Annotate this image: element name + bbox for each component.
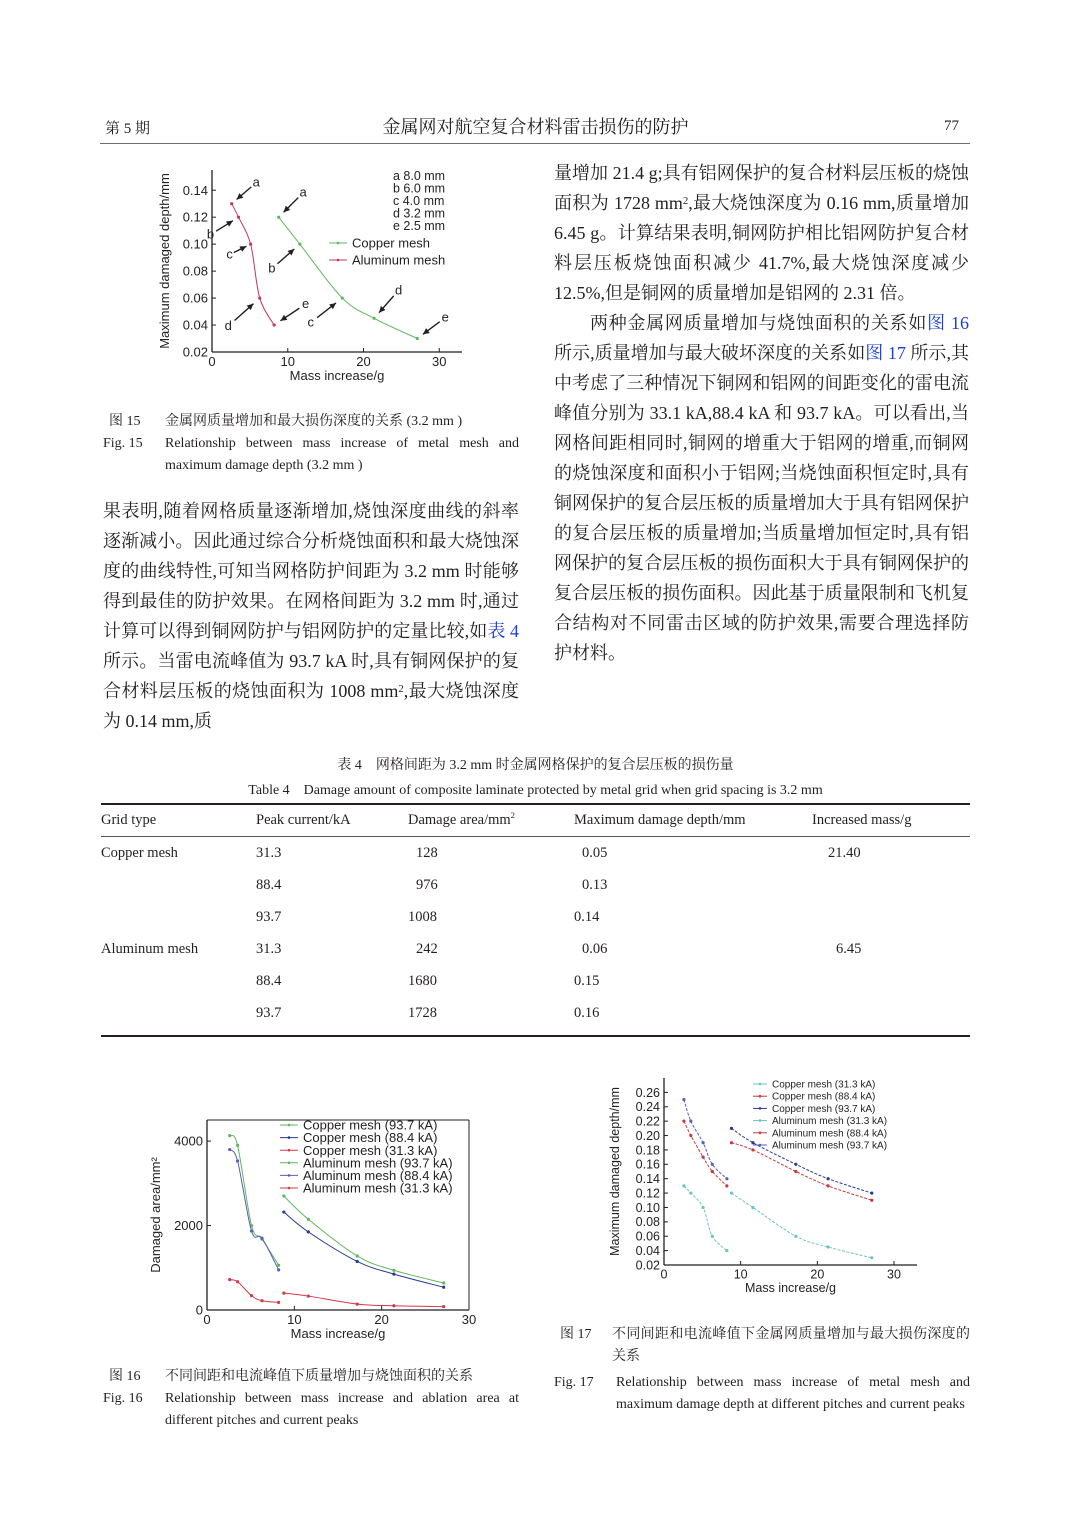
table-cell: 242 bbox=[416, 940, 438, 957]
data-point bbox=[236, 1144, 239, 1147]
x-tick-label: 0 bbox=[208, 354, 216, 369]
legend-marker bbox=[288, 1174, 291, 1177]
data-point bbox=[711, 1163, 714, 1166]
data-point bbox=[249, 243, 252, 246]
column-header: Maximum damage depth/mm bbox=[574, 812, 746, 828]
table-rule bbox=[101, 1035, 970, 1037]
data-point bbox=[725, 1249, 728, 1252]
data-point bbox=[230, 202, 233, 205]
series-line bbox=[731, 1193, 871, 1258]
body-text: 量增加 21.4 g;具有铝网保护的复合材料层压板的烧蚀面积为 1728 mm bbox=[554, 163, 969, 213]
table-cell: 0.06 bbox=[582, 940, 608, 957]
data-point bbox=[730, 1141, 733, 1144]
y-tick-label: 0.26 bbox=[635, 1085, 660, 1100]
legend-marker bbox=[337, 242, 340, 245]
legend-label: Copper mesh (88.4 kA) bbox=[303, 1130, 438, 1146]
table-header-row bbox=[101, 805, 970, 836]
data-point bbox=[702, 1206, 705, 1209]
y-axis-label: Maximum damaged depth/mm bbox=[608, 1087, 622, 1256]
series-line bbox=[230, 1135, 279, 1265]
table-cell: 6.45 bbox=[836, 940, 862, 957]
data-point bbox=[228, 1148, 231, 1151]
table-row bbox=[101, 933, 970, 965]
y-tick-label: 0.02 bbox=[635, 1258, 660, 1273]
table-cell: 1680 bbox=[408, 972, 437, 989]
data-point bbox=[682, 1098, 685, 1101]
annotation-arrowhead bbox=[423, 328, 430, 334]
column-header: Increased mass/g bbox=[812, 812, 912, 828]
series-line bbox=[284, 1196, 444, 1283]
legend-marker bbox=[759, 1119, 762, 1122]
legend-marker bbox=[288, 1136, 291, 1139]
caption-label: Fig. 17 bbox=[554, 1375, 594, 1390]
legend-marker bbox=[288, 1162, 291, 1165]
figure-15-caption bbox=[103, 411, 519, 477]
y-tick-label: 0.16 bbox=[635, 1157, 660, 1172]
data-point bbox=[356, 1260, 359, 1263]
data-point bbox=[826, 1177, 829, 1180]
annotation-label: b bbox=[206, 226, 215, 242]
data-point bbox=[228, 1278, 231, 1281]
table-4 bbox=[101, 803, 970, 1037]
x-tick-label: 30 bbox=[887, 1267, 901, 1282]
legend-label: Aluminum mesh (31.3 kA) bbox=[303, 1180, 453, 1196]
body-text: ,最大烧蚀深度为 0.16 mm,质量增加 6.45 g。计算结果表明,铜网防护相比铝网防护复合材料层压板烧蚀面积减少 41.7%,最大烧蚀深度减少 12.5%,但是铜网的质量增加是铝网的 2.31 倍。 bbox=[554, 193, 969, 303]
spacing-legend-label: e 2.5 mm bbox=[393, 219, 446, 233]
y-tick-label: 0.06 bbox=[182, 290, 208, 306]
table-cell: 31.3 bbox=[256, 844, 282, 861]
table-cell: 21.40 bbox=[828, 844, 861, 861]
data-point bbox=[392, 1304, 395, 1307]
y-tick-label: 0 bbox=[195, 1302, 203, 1318]
data-point bbox=[277, 1264, 280, 1267]
table-4-link[interactable]: 表 4 bbox=[487, 621, 520, 641]
figure-16-caption bbox=[103, 1366, 519, 1432]
superscript: 2 bbox=[682, 195, 689, 207]
data-point bbox=[356, 1302, 359, 1305]
caption-label: Fig. 16 bbox=[103, 1391, 143, 1406]
y-tick-label: 0.10 bbox=[182, 236, 208, 252]
spacing-legend-label: d 3.2 mm bbox=[393, 206, 446, 221]
body-text: 果表明,随着网格质量逐渐增加,烧蚀深度曲线的斜率逐渐减小。因此通过综合分析烧蚀面积和最大烧蚀深度的曲线特性,可知当网格防护间距为 3.2 mm 时能够得到最佳的防护效果。在网格间距为 3.2 mm 时,通过计算可以得到铜网防护与铝网防护的定量比较,如 bbox=[103, 501, 519, 641]
x-tick-label: 10 bbox=[280, 354, 295, 369]
table-row bbox=[101, 965, 970, 997]
table-row bbox=[101, 997, 970, 1029]
legend-label: Aluminum mesh (88.4 kA) bbox=[772, 1128, 888, 1140]
data-point bbox=[702, 1141, 705, 1144]
x-tick-label: 10 bbox=[287, 1312, 302, 1327]
caption-text-cn: 不同间距和电流峰值下质量增加与烧蚀面积的关系 bbox=[165, 1369, 473, 1384]
header-rule bbox=[100, 143, 970, 144]
body-text: 所示,质量增加与最大破坏深度的关系如 bbox=[554, 343, 866, 363]
data-point bbox=[373, 317, 376, 320]
data-point bbox=[307, 1294, 310, 1297]
data-point bbox=[794, 1163, 797, 1166]
table-cell: 0.15 bbox=[574, 972, 600, 989]
table-cell: Aluminum mesh bbox=[101, 940, 199, 957]
journal-issue: 第 5 期 bbox=[105, 121, 151, 137]
legend-label: Copper mesh bbox=[352, 235, 431, 251]
data-point bbox=[730, 1127, 733, 1130]
table-cell: 88.4 bbox=[256, 876, 282, 893]
y-tick-label: 0.24 bbox=[635, 1100, 660, 1115]
y-tick-label: 0.22 bbox=[635, 1114, 660, 1129]
annotation-label: e bbox=[302, 296, 310, 312]
series-line bbox=[684, 1100, 727, 1179]
y-tick-label: 2000 bbox=[174, 1218, 203, 1234]
data-point bbox=[870, 1256, 873, 1259]
data-point bbox=[392, 1273, 395, 1276]
legend-label: Aluminum mesh (88.4 kA) bbox=[303, 1167, 453, 1183]
data-point bbox=[725, 1184, 728, 1187]
y-tick-label: 0.02 bbox=[182, 344, 208, 360]
caption-text-en: Relationship between mass increase of metal mesh and maximum damage depth (3.2 mm ) bbox=[165, 436, 519, 473]
data-point bbox=[282, 1194, 285, 1197]
caption-label: Fig. 15 bbox=[103, 436, 143, 451]
series-line bbox=[684, 1121, 727, 1186]
series-line bbox=[684, 1186, 727, 1251]
y-axis-label: Damaged area/mm² bbox=[148, 1157, 163, 1273]
table-cell: 93.7 bbox=[256, 908, 282, 925]
caption-text-en: Relationship between mass increase of metal mesh and maximum damage depth at different pitches and current peaks bbox=[616, 1375, 970, 1412]
legend-label: Aluminum mesh (31.3 kA) bbox=[772, 1116, 888, 1128]
data-point bbox=[730, 1191, 733, 1194]
y-tick-label: 0.18 bbox=[635, 1143, 660, 1158]
data-point bbox=[307, 1218, 310, 1221]
annotation-label: d bbox=[395, 282, 403, 298]
page-number: 77 bbox=[944, 118, 959, 134]
data-point bbox=[273, 323, 276, 326]
figure-17-caption bbox=[554, 1324, 970, 1416]
spacing-legend-label: a 8.0 mm bbox=[393, 169, 446, 183]
table-cell: 0.13 bbox=[582, 876, 608, 893]
data-point bbox=[228, 1134, 231, 1137]
spacing-legend-label: c 4.0 mm bbox=[393, 194, 445, 208]
annotation-label: a bbox=[299, 184, 307, 200]
data-point bbox=[416, 337, 419, 340]
series-line bbox=[284, 1212, 444, 1287]
y-tick-label: 0.08 bbox=[182, 263, 208, 279]
table-cell: Copper mesh bbox=[101, 844, 178, 861]
data-point bbox=[341, 296, 344, 299]
y-tick-label: 0.08 bbox=[635, 1215, 660, 1230]
table-cell: 93.7 bbox=[256, 1004, 282, 1021]
table-cell: 1728 bbox=[408, 1004, 437, 1021]
y-tick-label: 0.12 bbox=[182, 209, 208, 225]
data-point bbox=[260, 1237, 263, 1240]
running-title: 金属网对航空复合材料雷击损伤的防护 bbox=[382, 117, 689, 137]
data-point bbox=[282, 1210, 285, 1213]
figure-17-link[interactable]: 图 17 bbox=[865, 343, 906, 363]
data-point bbox=[236, 1280, 239, 1283]
body-text: ,最大烧蚀深度为 0.14 mm,质 bbox=[103, 681, 519, 731]
data-point bbox=[250, 1294, 253, 1297]
annotation-arrowhead bbox=[280, 315, 287, 321]
x-axis-label: Mass increase/g bbox=[290, 1326, 386, 1341]
table-cell: 128 bbox=[416, 844, 438, 861]
legend-marker bbox=[759, 1107, 762, 1110]
table-row bbox=[101, 869, 970, 901]
data-point bbox=[682, 1184, 685, 1187]
legend-marker bbox=[759, 1132, 762, 1135]
body-text: 所示,其中考虑了三种情况下铜网和铝网的间距变化的雷电流峰值分别为 33.1 kA,88.4 kA 和 93.7 kA。可以看出,当网格间距相同时,铜网的增重大于铝网的增重,而铜网的烧蚀深度和面积小于铝网;当烧蚀面积恒定时,具有铜网保护的复合层压板的质量增加大于具有铝网保护的复合层压板的质量增加;当质量增加恒定时,具有铝网保护的复合层压板的损伤面积大于具有铜网保护的复合层压板的损伤面积。因此基于质量限制和飞机复合结构对不同雷击区域的防护效果,需要合理选择防护材料。 bbox=[554, 343, 970, 663]
data-point bbox=[826, 1245, 829, 1248]
table-row bbox=[101, 837, 970, 869]
x-tick-label: 20 bbox=[356, 354, 371, 369]
left-column-body bbox=[103, 496, 519, 736]
data-point bbox=[277, 1268, 280, 1271]
y-tick-label: 0.06 bbox=[635, 1229, 660, 1244]
table-cell: 976 bbox=[416, 876, 438, 893]
data-point bbox=[277, 216, 280, 219]
data-point bbox=[442, 1281, 445, 1284]
data-point bbox=[794, 1170, 797, 1173]
table-cell: 0.16 bbox=[574, 1004, 600, 1021]
data-point bbox=[356, 1254, 359, 1257]
x-tick-label: 20 bbox=[374, 1312, 389, 1327]
legend-marker bbox=[759, 1095, 762, 1098]
y-tick-label: 0.20 bbox=[635, 1128, 660, 1143]
figure-16-chart bbox=[140, 1112, 490, 1352]
data-point bbox=[250, 1229, 253, 1232]
column-header: Grid type bbox=[101, 812, 157, 828]
data-point bbox=[260, 1299, 263, 1302]
x-tick-label: 20 bbox=[810, 1267, 825, 1282]
x-tick-label: 10 bbox=[733, 1267, 748, 1282]
data-point bbox=[682, 1120, 685, 1123]
annotation-label: c bbox=[226, 246, 233, 262]
data-point bbox=[282, 1292, 285, 1295]
x-axis-label: Mass increase/g bbox=[744, 1281, 837, 1295]
x-tick-label: 30 bbox=[461, 1312, 477, 1327]
caption-label: 图 17 bbox=[560, 1327, 592, 1342]
caption-label: 图 15 bbox=[109, 414, 141, 429]
table-cell: 1008 bbox=[408, 908, 437, 925]
body-text: 所示。当雷电流峰值为 93.7 kA 时,具有铜网保护的复合材料层压板的烧蚀面积为 1008 mm bbox=[103, 651, 519, 701]
data-point bbox=[392, 1269, 395, 1272]
data-point bbox=[702, 1156, 705, 1159]
table-4-caption-en: Table 4 Damage amount of composite laminate protected by metal grid when grid spacing is 3.2 mm bbox=[248, 783, 823, 798]
annotation-label: a bbox=[252, 174, 260, 190]
caption-text-cn: 不同间距和电流峰值下金属网质量增加与最大损伤深度的关系 bbox=[612, 1327, 970, 1364]
caption-text-cn: 金属网质量增加和最大损伤深度的关系 (3.2 mm ) bbox=[165, 414, 463, 429]
data-point bbox=[870, 1191, 873, 1194]
table-row bbox=[101, 901, 970, 933]
caption-text-en: Relationship between mass increase and ablation area at different pitches and current peaks bbox=[165, 1391, 519, 1428]
annotation-label: d bbox=[224, 318, 232, 334]
figure-15-chart bbox=[155, 158, 465, 394]
table-cell: 0.14 bbox=[574, 908, 600, 925]
y-tick-label: 0.14 bbox=[635, 1172, 660, 1187]
data-point bbox=[711, 1235, 714, 1238]
y-tick-label: 0.14 bbox=[182, 182, 208, 198]
data-point bbox=[307, 1230, 310, 1233]
table-cell: 31.3 bbox=[256, 940, 282, 957]
legend-marker bbox=[288, 1149, 291, 1152]
data-point bbox=[277, 1301, 280, 1304]
column-header: Peak current/kA bbox=[256, 812, 351, 828]
y-tick-label: 0.12 bbox=[635, 1186, 660, 1201]
data-point bbox=[689, 1191, 692, 1194]
data-point bbox=[751, 1206, 754, 1209]
figure-17-chart bbox=[605, 1070, 925, 1310]
table-4-caption-cn: 表 4 网格间距为 3.2 mm 时金属网格保护的复合层压板的损伤量 bbox=[337, 758, 734, 773]
data-point bbox=[442, 1286, 445, 1289]
data-point bbox=[689, 1120, 692, 1123]
x-tick-label: 0 bbox=[203, 1312, 211, 1327]
data-point bbox=[258, 296, 261, 299]
body-text: 两种金属网质量增加与烧蚀面积的关系如 bbox=[590, 313, 928, 333]
legend-label: Copper mesh (31.3 kA) bbox=[303, 1142, 438, 1158]
annotation-label: b bbox=[268, 260, 276, 276]
legend-label: Copper mesh (31.3 kA) bbox=[772, 1079, 876, 1091]
legend-marker bbox=[337, 259, 340, 262]
legend-marker bbox=[759, 1083, 762, 1086]
x-tick-label: 0 bbox=[660, 1267, 668, 1282]
legend-label: Aluminum mesh bbox=[352, 252, 446, 268]
data-point bbox=[725, 1177, 728, 1180]
data-point bbox=[794, 1235, 797, 1238]
x-tick-label: 30 bbox=[432, 354, 447, 369]
data-point bbox=[298, 243, 301, 246]
data-point bbox=[751, 1148, 754, 1151]
right-column-body bbox=[554, 158, 969, 668]
legend-marker bbox=[288, 1124, 291, 1127]
table-cell: 88.4 bbox=[256, 972, 282, 989]
spacing-legend-label: b 6.0 mm bbox=[393, 181, 446, 196]
y-tick-label: 4000 bbox=[174, 1133, 203, 1149]
table-cell: 0.05 bbox=[582, 844, 608, 861]
annotation-label: c bbox=[307, 314, 315, 330]
x-axis-label: Mass increase/g bbox=[289, 368, 385, 383]
series-line bbox=[230, 1150, 279, 1270]
legend-marker bbox=[759, 1144, 762, 1147]
y-tick-label: 0.04 bbox=[635, 1243, 660, 1258]
data-point bbox=[711, 1170, 714, 1173]
data-point bbox=[236, 1159, 239, 1162]
y-tick-label: 0.04 bbox=[182, 317, 208, 333]
data-point bbox=[826, 1184, 829, 1187]
figure-16-link[interactable]: 图 16 bbox=[927, 313, 970, 333]
legend-label: Copper mesh (93.7 kA) bbox=[303, 1117, 438, 1133]
legend-label: Copper mesh (93.7 kA) bbox=[772, 1103, 876, 1115]
legend-label: Copper mesh (88.4 kA) bbox=[772, 1091, 876, 1103]
y-axis-label: Maximum damaged depth/mm bbox=[157, 173, 172, 349]
data-point bbox=[237, 216, 240, 219]
legend-label: Aluminum mesh (93.7 kA) bbox=[303, 1155, 453, 1171]
legend-label: Aluminum mesh (93.7 kA) bbox=[772, 1140, 888, 1152]
column-header: Damage area/$mm^2$ bbox=[408, 810, 515, 828]
y-tick-label: 0.10 bbox=[635, 1200, 660, 1215]
data-point bbox=[870, 1199, 873, 1202]
superscript: 2 bbox=[398, 683, 404, 695]
annotation-label: e bbox=[441, 309, 449, 325]
legend-marker bbox=[288, 1187, 291, 1190]
data-point bbox=[689, 1134, 692, 1137]
caption-label: 图 16 bbox=[109, 1369, 141, 1384]
data-point bbox=[751, 1141, 754, 1144]
data-point bbox=[442, 1305, 445, 1308]
